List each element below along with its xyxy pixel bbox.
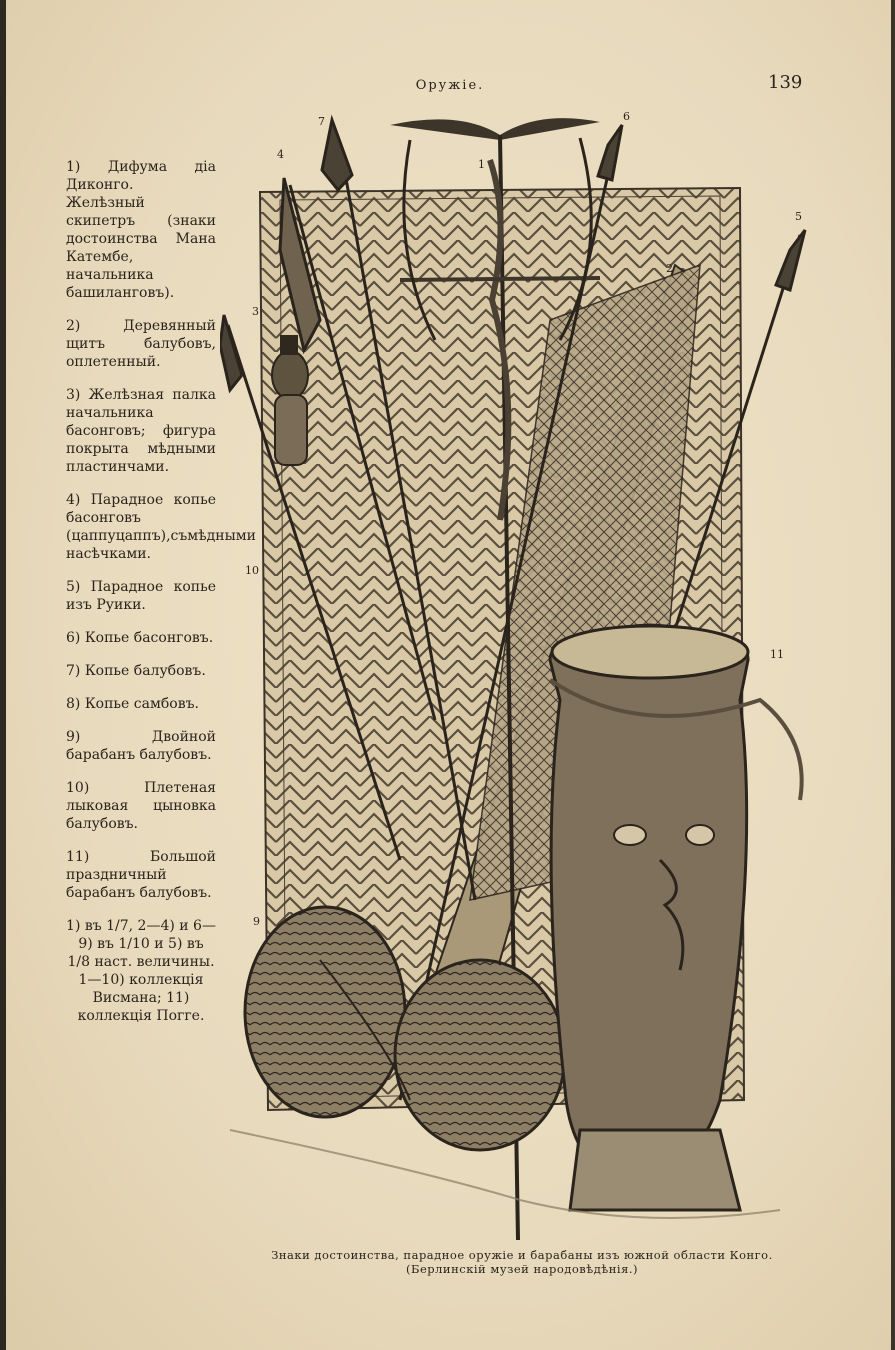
figure-label: 10 [245, 564, 259, 577]
large-carved-drum [550, 625, 802, 1210]
engraving-drawing [220, 100, 820, 1240]
legend-item: 5) Парадное копье изъ Руики. [66, 579, 216, 613]
legend-scale-note: 1) въ 1/7, 2—4) и 6—9) въ 1/10 и 5) въ 1/8 наст. величины. 1—10) коллекція Висмана; 11) коллекція Погге. [66, 918, 216, 1024]
legend-item: 3) Желѣзная палка начальника басонговъ; фигура покрыта мѣдными пластинчами. [66, 387, 216, 475]
figure-label: 2 [666, 262, 673, 275]
figure-legend [66, 158, 256, 1040]
legend-item: 1) Дифума діа Диконго. Желѣзный скипетръ (знаки достоинства Мана Катембе, начальника башиланговъ). [66, 159, 216, 301]
page-edge [891, 0, 895, 1350]
legend-item: 4) Парадное копье басонговъ (цаппуцаппъ),съмѣдными насѣчками. [66, 492, 256, 562]
legend-item: 11) Большой праздничный барабанъ балубовъ. [66, 849, 216, 901]
running-header: Оружіе. [415, 78, 485, 93]
figure-label: 7 [318, 115, 325, 128]
figure-label: 6 [623, 110, 630, 123]
legend-item: 9) Двойной барабанъ балубовъ. [66, 729, 216, 763]
figure-label: 3 [252, 305, 259, 318]
page-number: 139 [768, 72, 803, 93]
legend-item: 6) Копье басонговъ. [66, 630, 214, 646]
figure-label: 4 [277, 148, 284, 161]
figure-caption: Знаки достоинства, парадное оружіе и барабаны изъ южной области Конго. (Берлинскій музей народовѣдѣнія.) [271, 1248, 773, 1276]
legend-item: 10) Плетеная лыковая цыновка балубовъ. [66, 780, 216, 832]
legend-item: 2) Деревянный щитъ балубовъ, оплетенный. [66, 318, 216, 370]
figure-label: 9 [253, 915, 260, 928]
figure-label: 11 [770, 648, 784, 661]
figure-label: 1 [478, 158, 485, 171]
page-spine [0, 0, 6, 1350]
legend-item: 8) Копье самбовъ. [66, 696, 199, 712]
engraving-illustration [220, 100, 820, 1240]
figure-label: 5 [795, 210, 802, 223]
legend-item: 7) Копье балубовъ. [66, 663, 206, 679]
